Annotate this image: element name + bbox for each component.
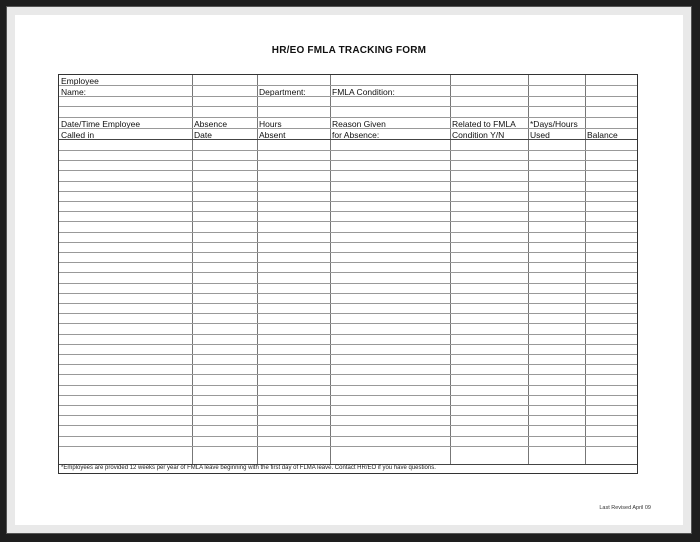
row-line <box>59 283 637 284</box>
row-line <box>59 354 637 355</box>
row-line <box>59 405 637 406</box>
column-header-absent: Absent <box>259 130 286 140</box>
column-header-absence: Absence <box>194 119 228 129</box>
row-line <box>59 211 637 212</box>
row-line <box>59 334 637 335</box>
footnote: *Employees are provided 12 weeks per year of FMLA leave beginning with the first day of FLMA leave. Contact HR/EO if you have questions. <box>61 465 436 471</box>
row-line <box>59 395 637 396</box>
row-line <box>59 446 637 447</box>
column-header-reason: Reason Given <box>332 119 386 129</box>
row-line <box>59 96 637 97</box>
column-header-balance: Balance <box>587 130 618 140</box>
row-line <box>59 436 637 437</box>
row-line <box>59 425 637 426</box>
row-line <box>59 170 637 171</box>
document-frame <box>6 6 692 534</box>
form-page <box>15 15 683 525</box>
row-line <box>59 106 637 107</box>
row-line <box>59 201 637 202</box>
row-line <box>59 181 637 182</box>
row-line <box>59 221 637 222</box>
last-revised: Last Revised April 09 <box>599 505 651 511</box>
row-line <box>59 139 637 140</box>
row-line <box>59 364 637 365</box>
fmla-condition-label: FMLA Condition: <box>332 87 395 97</box>
row-line <box>59 128 637 129</box>
row-line <box>59 252 637 253</box>
row-line <box>59 323 637 324</box>
row-line <box>59 415 637 416</box>
column-header-related: Related to FMLA <box>452 119 516 129</box>
row-line <box>59 117 637 118</box>
column-header-used: Used <box>530 130 550 140</box>
column-header-days-hours: *Days/Hours <box>530 119 578 129</box>
row-line <box>59 262 637 263</box>
row-line <box>59 293 637 294</box>
row-line <box>59 242 637 243</box>
column-header-called-in: Called in <box>61 130 95 140</box>
column-header-for-absence: for Absence: <box>332 130 380 140</box>
row-line <box>59 272 637 273</box>
row-line <box>59 85 637 86</box>
name-label: Name: <box>61 87 87 97</box>
column-header-hours: Hours <box>259 119 282 129</box>
row-line <box>59 232 637 233</box>
row-line <box>59 160 637 161</box>
column-header-condition: Condition Y/N <box>452 130 505 140</box>
row-line <box>59 303 637 304</box>
column-header-date: Date <box>194 130 212 140</box>
row-line <box>59 344 637 345</box>
row-line <box>59 150 637 151</box>
row-line <box>59 374 637 375</box>
row-line <box>59 313 637 314</box>
row-line <box>59 191 637 192</box>
department-label: Department: <box>259 87 306 97</box>
employee-label: Employee <box>61 76 99 86</box>
column-header-date-time: Date/Time Employee <box>61 119 141 129</box>
row-line <box>59 385 637 386</box>
tracking-table <box>58 74 638 474</box>
form-title: HR/EO FMLA TRACKING FORM <box>271 45 427 56</box>
